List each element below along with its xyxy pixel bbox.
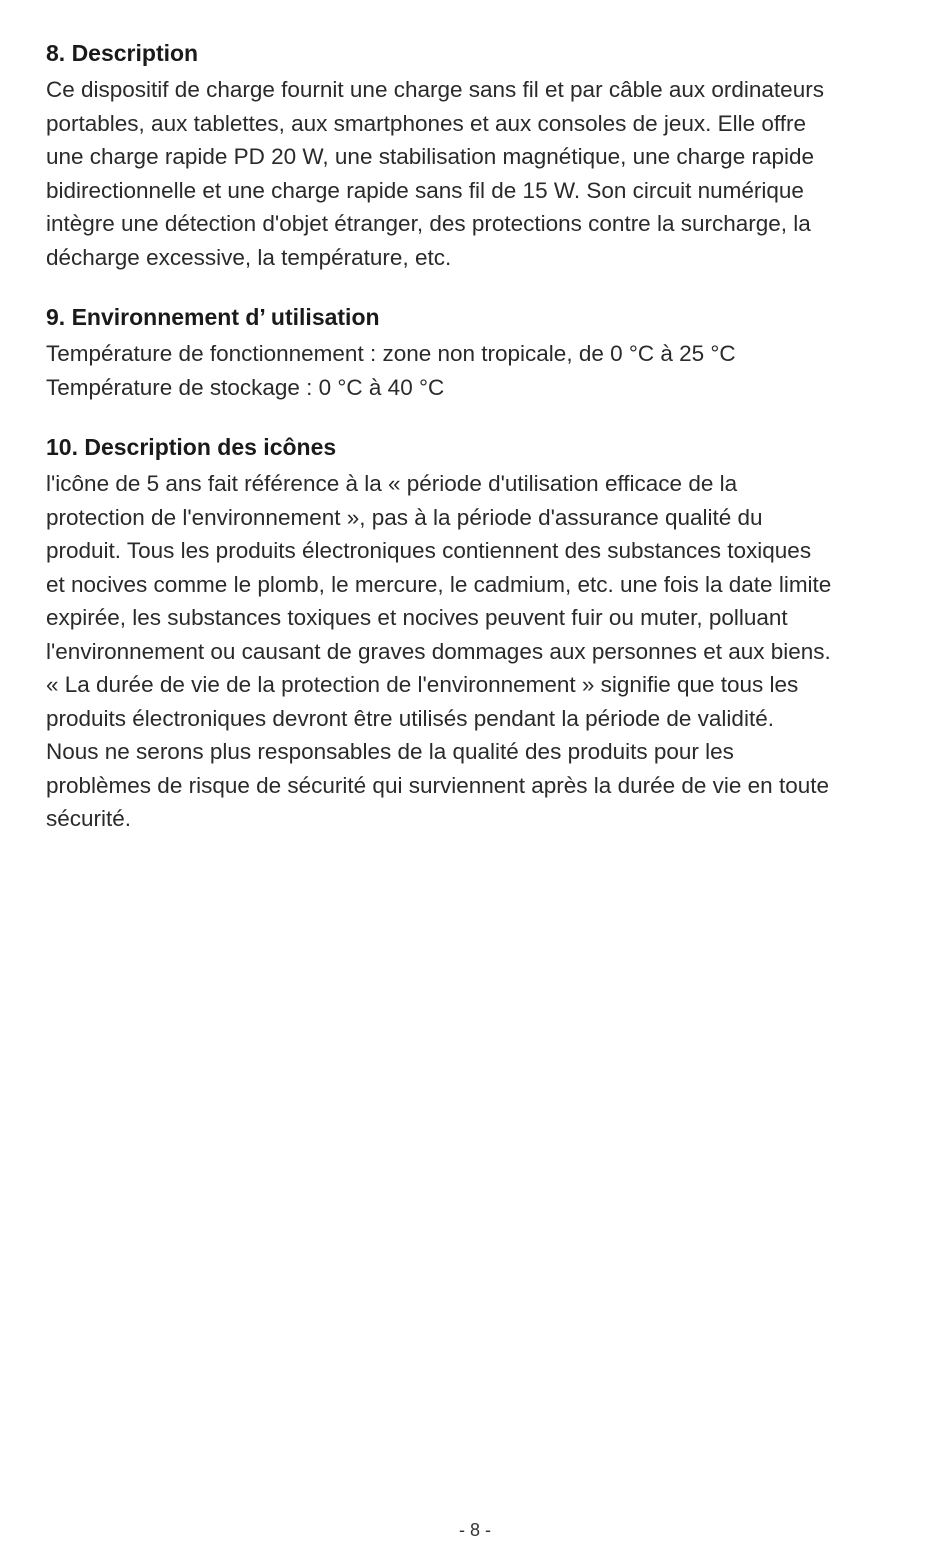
section-paragraph: Température de fonctionnement : zone non tropicale, de 0 °C à 25 °C Température de stockage : 0 °C à 40 °C xyxy=(46,341,736,400)
section-heading: 9. Environnement d’ utilisation xyxy=(46,304,380,330)
section-paragraph: l'icône de 5 ans fait référence à la « période d'utilisation efficace de la protection de l'environnement », pas à la période d'assurance qualité du produit. Tous les produits électroniques contiennent des substances toxiques et nocives comme le plomb, le mercure, le cadmium, etc. une fois la date limite expirée, les substances toxiques et nocives peuvent fuir ou muter, polluant l'environnement ou causant de graves dommages aux personnes et aux biens. « La durée de vie de la protection de l'environnement » signifie que tous les produits électroniques devront être utilisés pendant la période de validité. Nous ne serons plus responsables de la qualité des produits pour les problèmes de risque de sécurité qui surviennent après la durée de vie en toute sécurité. xyxy=(46,471,832,831)
section-heading: 8. Description xyxy=(46,40,199,66)
document-page xyxy=(46,36,910,862)
section-heading: 10. Description des icônes xyxy=(46,434,337,460)
section-environment xyxy=(46,300,910,404)
section-icons xyxy=(46,430,910,836)
section-description xyxy=(46,36,910,274)
page-number: - 8 - xyxy=(458,1520,491,1540)
section-paragraph: Ce dispositif de charge fournit une charge sans fil et par câble aux ordinateurs portables, aux tablettes, aux smartphones et aux consoles de jeux. Elle offre une charge rapide PD 20 W, une stabilisation magnétique, une charge rapide bidirectionnelle et une charge rapide sans fil de 15 W. Son circuit numérique intègre une détection d'objet étranger, des protections contre la surcharge, la décharge excessive, la température, etc. xyxy=(46,77,824,270)
